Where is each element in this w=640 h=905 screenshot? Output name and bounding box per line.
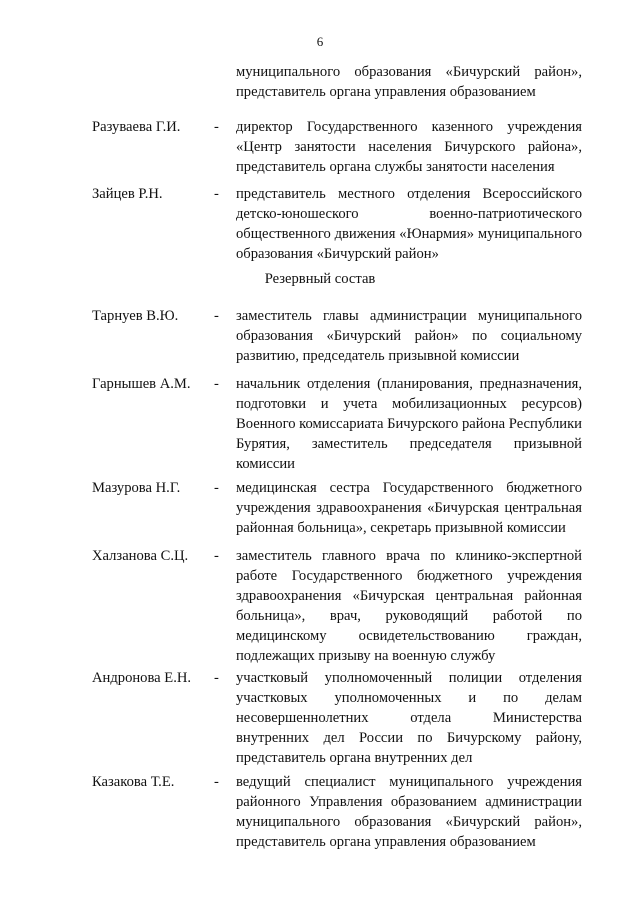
member-description: начальник отделения (планирования, предназначения, подготовки и учета мобилизационных ресурсов) Военного комиссариата Бичурского района Республики Бурятия, заместитель председателя призывной комиссии — [236, 376, 582, 472]
member-dash: - — [214, 119, 219, 135]
member-dash: - — [214, 670, 219, 686]
member-description: участковый уполномоченный полиции отделения участковых уполномоченных и по делам несовершеннолетних отдела Министерства внутренних дел России по Бичурскому району, представитель органа внутренних дел — [236, 670, 582, 766]
member-dash: - — [214, 480, 219, 496]
page-number: 6 — [316, 34, 324, 49]
member-dash: - — [214, 186, 219, 202]
member-description: директор Государственного казенного учреждения «Центр занятости населения Бичурского района», представитель органа службы занятости населения — [236, 119, 582, 175]
member-description: ведущий специалист муниципального учреждения районного Управления образованием администрации муниципального образования «Бичурский район», представитель органа управления образованием — [236, 774, 582, 850]
member-description: заместитель главы администрации муниципального образования «Бичурский район» по социальному развитию, председатель призывной комиссии — [236, 308, 582, 364]
member-name: Андронова Е.Н. — [92, 670, 192, 686]
member-description: заместитель главного врача по клинико-экспертной работе Государственного бюджетного учреждения здравоохранения «Бичурская центральная районная больница», врач, руководящий работой по медицинскому освидетельствованию граждан, подлежащих призыву на военную службу — [236, 548, 582, 664]
member-name: Тарнуев В.Ю. — [92, 308, 179, 324]
member-dash: - — [214, 548, 219, 564]
continuation-text: муниципального образования «Бичурский район», представитель органа управления образованием — [236, 64, 582, 100]
member-name: Разуваева Г.И. — [92, 119, 181, 135]
member-name: Мазурова Н.Г. — [92, 480, 181, 496]
member-description: медицинская сестра Государственного бюджетного учреждения здравоохранения «Бичурская центральная районная больница», секретарь призывной комиссии — [236, 480, 582, 536]
member-dash: - — [214, 308, 219, 324]
member-dash: - — [214, 774, 219, 790]
member-dash: - — [214, 376, 219, 392]
member-name: Гарнышев А.М. — [92, 376, 191, 392]
reserve-section-title: Резервный состав — [264, 271, 376, 287]
member-name: Зайцев Р.Н. — [92, 186, 163, 202]
member-name: Казакова Т.Е. — [92, 774, 175, 790]
member-description: представитель местного отделения Всероссийского детско-юношеского военно-патриотического общественного движения «Юнармия» муниципального образования «Бичурский район» — [236, 186, 582, 262]
member-name: Халзанова С.Ц. — [92, 548, 189, 564]
